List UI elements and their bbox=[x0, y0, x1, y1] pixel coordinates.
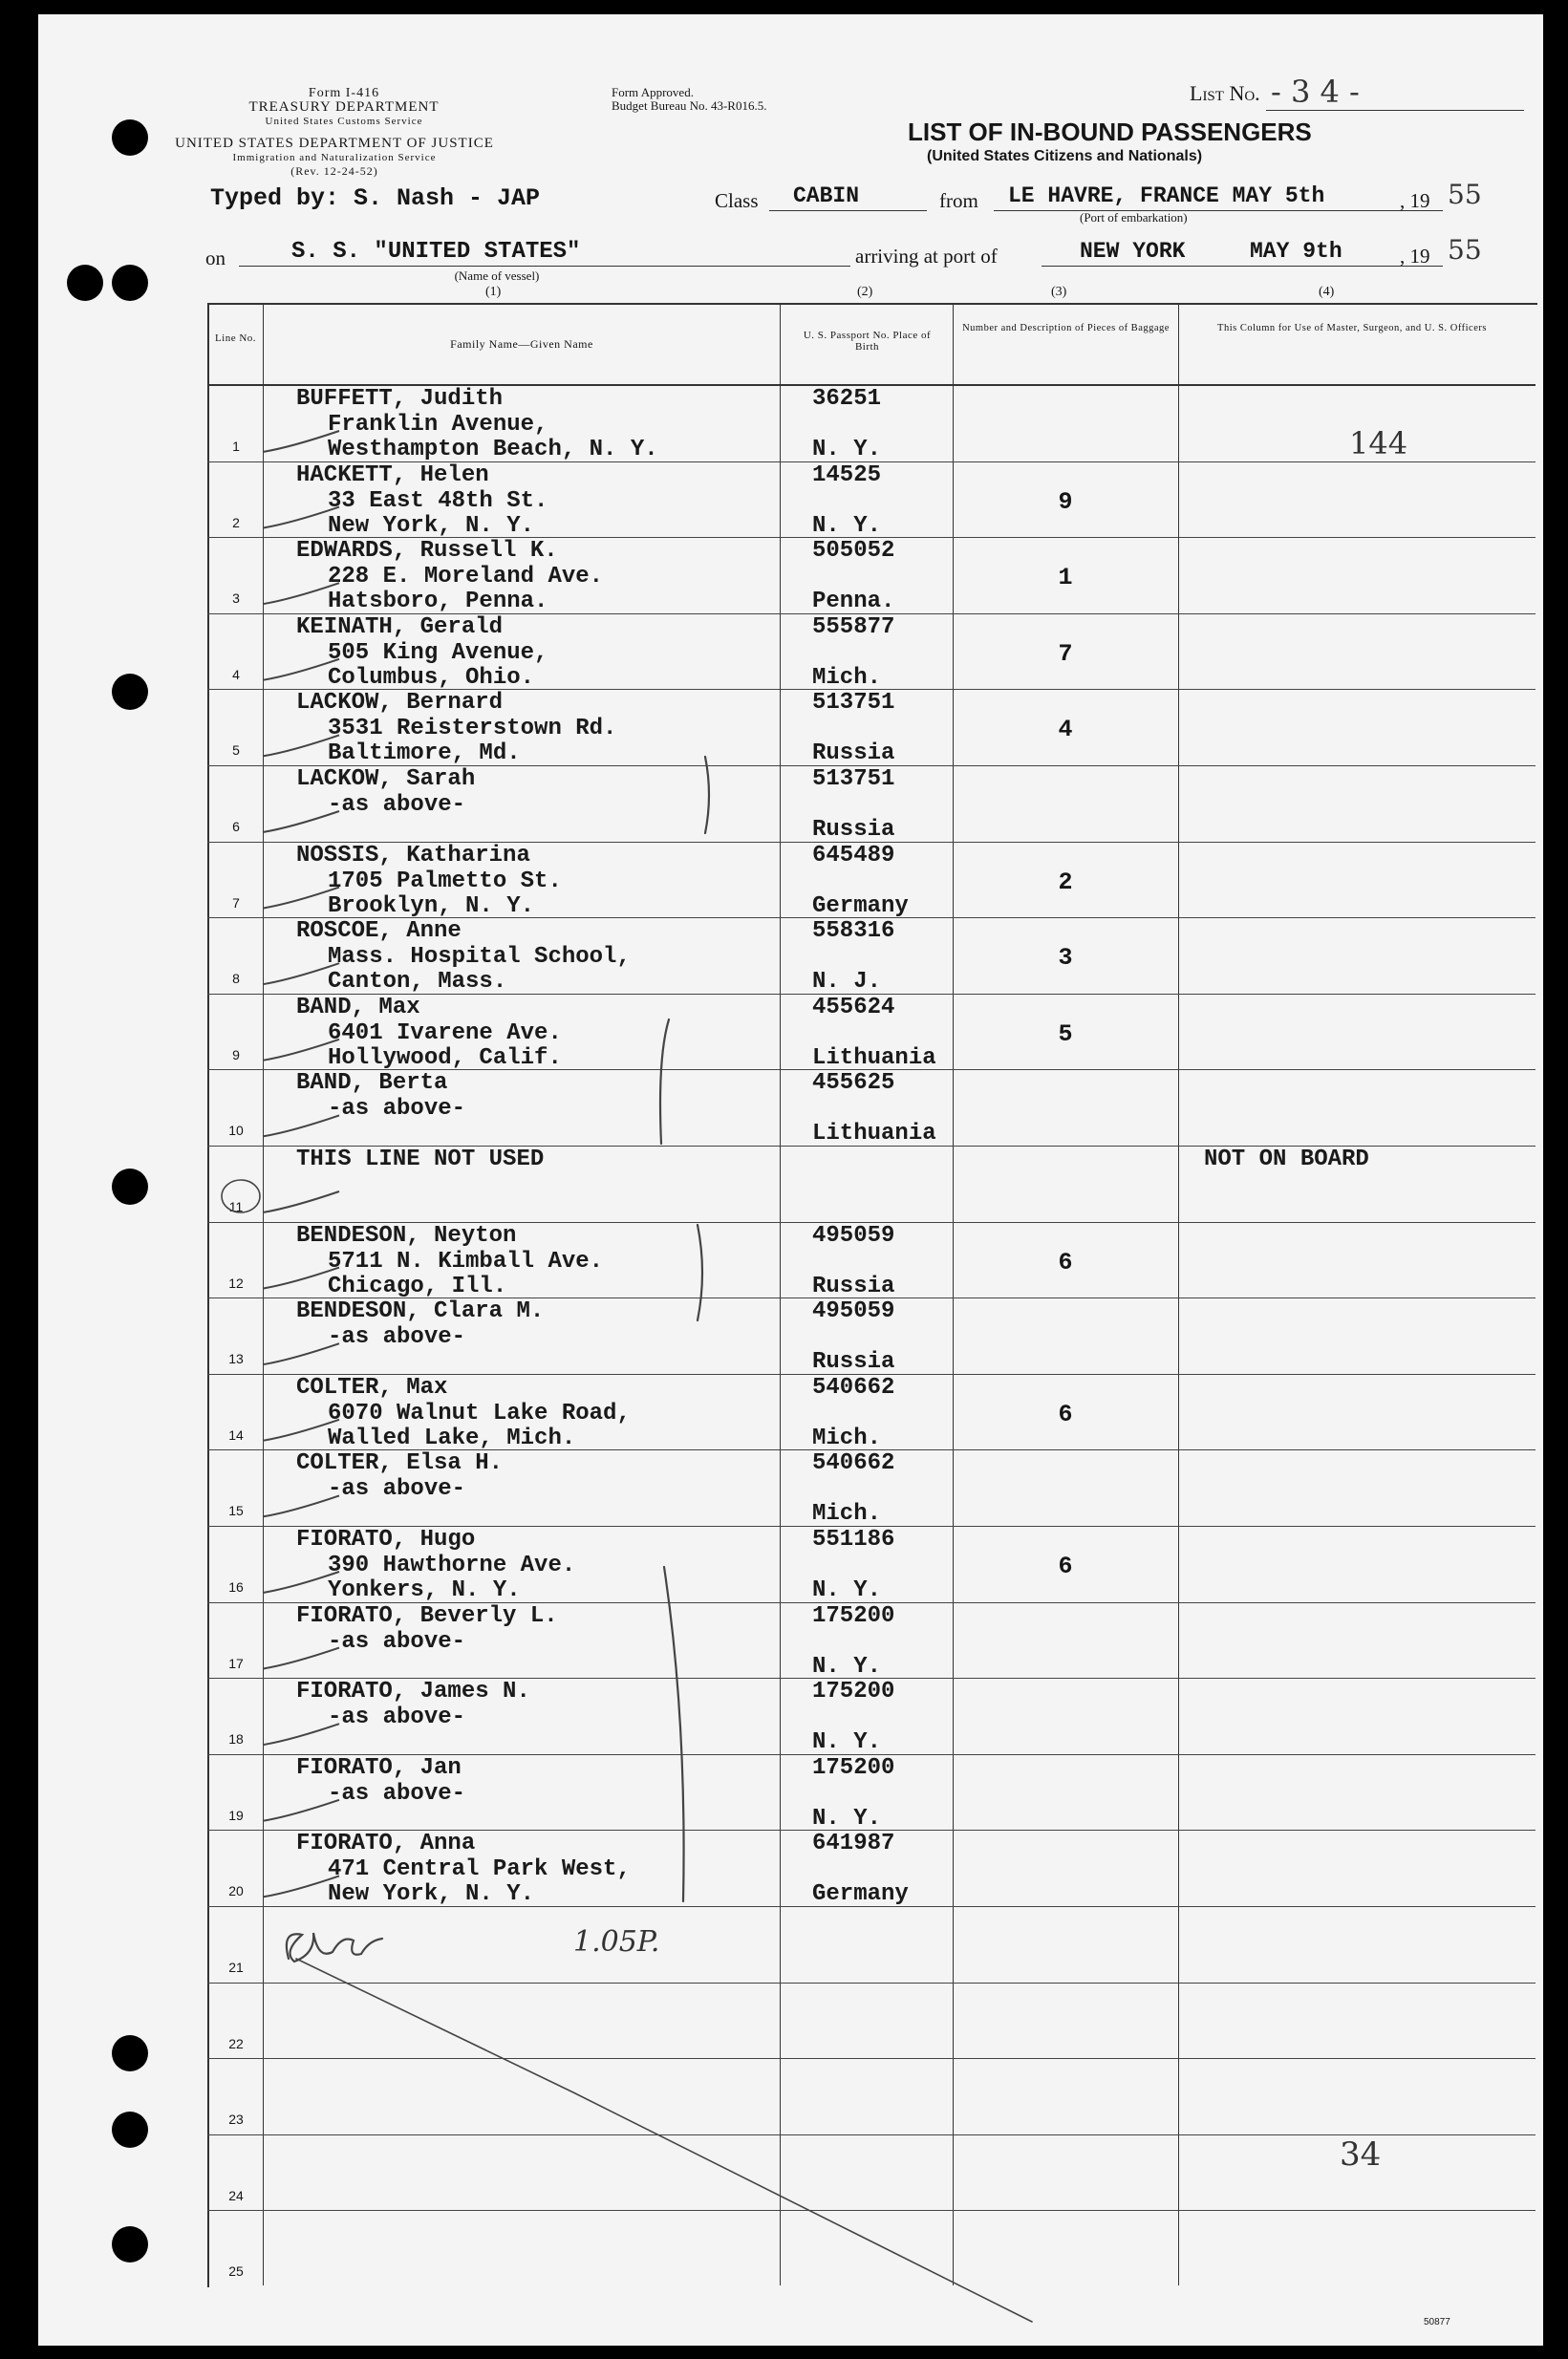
passenger-name: FIORATO, Jan bbox=[296, 1754, 462, 1781]
passenger-name: LACKOW, Sarah bbox=[296, 766, 476, 792]
baggage-count: 3 bbox=[1058, 944, 1073, 973]
port-embark-caption: (Port of embarkation) bbox=[1080, 210, 1188, 225]
colhead-officers: This Column for Use of Master, Surgeon, and U. S. Officers bbox=[1217, 323, 1487, 333]
place-of-birth: Russia bbox=[812, 817, 895, 843]
passport-number: 540662 bbox=[812, 1450, 895, 1477]
passenger-address: Mass. Hospital School, bbox=[328, 944, 631, 971]
from-year-prefix: , 19 bbox=[1400, 189, 1430, 212]
passenger-address: 6070 Walnut Lake Road, bbox=[328, 1400, 631, 1426]
passenger-name: BENDESON, Clara M. bbox=[296, 1298, 545, 1325]
place-of-birth: N. Y. bbox=[812, 1577, 882, 1603]
passport-number: 175200 bbox=[812, 1679, 895, 1705]
colhead-baggage: Number and Description of Pieces of Baggage bbox=[962, 323, 1170, 333]
passenger-name: BUFFETT, Judith bbox=[296, 386, 504, 412]
passenger-address: 6401 Ivarene Ave. bbox=[328, 1019, 562, 1046]
place-of-birth: N. Y. bbox=[812, 1653, 882, 1680]
long-pencil-stroke bbox=[296, 1959, 1032, 2322]
baggage-count: 2 bbox=[1058, 868, 1073, 896]
passenger-name: BAND, Berta bbox=[296, 1070, 448, 1097]
baggage-count: 6 bbox=[1058, 1400, 1073, 1428]
bracket-lacknow bbox=[705, 757, 709, 833]
place-of-birth: Lithuania bbox=[812, 1121, 936, 1147]
line-number: 25 bbox=[228, 2263, 244, 2280]
passenger-address: 33 East 48th St. bbox=[328, 487, 548, 514]
passenger-name: FIORATO, Beverly L. bbox=[296, 1602, 558, 1629]
vessel-name: S. S. "UNITED STATES" bbox=[291, 239, 581, 265]
passenger-name: BAND, Max bbox=[296, 994, 420, 1020]
footer-code: 50877 bbox=[1424, 2317, 1450, 2327]
passenger-name: COLTER, Elsa H. bbox=[296, 1450, 504, 1477]
handwritten-34: 34 bbox=[1340, 2135, 1382, 2174]
place-of-birth: Russia bbox=[812, 1349, 895, 1376]
place-of-birth: N. Y. bbox=[812, 1729, 882, 1756]
line-number: 6 bbox=[232, 819, 240, 834]
passport-number: 455624 bbox=[812, 994, 895, 1020]
line-number: 13 bbox=[228, 1351, 244, 1367]
document-subtitle: (United States Citizens and Nationals) bbox=[927, 148, 1203, 164]
col4-number: (4) bbox=[1319, 285, 1335, 299]
passenger-address: 505 King Avenue, bbox=[328, 639, 548, 666]
punch-hole bbox=[112, 2226, 148, 2262]
line-number: 2 bbox=[232, 514, 240, 530]
bracket-band bbox=[660, 1019, 669, 1144]
passenger-name: FIORATO, Anna bbox=[296, 1831, 476, 1857]
signature-scribble bbox=[287, 1933, 382, 1962]
line-number: 22 bbox=[228, 2035, 244, 2051]
vessel-caption: (Name of vessel) bbox=[454, 268, 540, 283]
arriving-label: arriving at port of bbox=[855, 245, 998, 268]
passenger-address: Franklin Avenue, bbox=[328, 412, 548, 438]
passenger-city: New York, N. Y. bbox=[328, 512, 535, 539]
form-approved: Form Approved. bbox=[612, 85, 694, 99]
place-of-birth: Lithuania bbox=[812, 1044, 936, 1071]
place-of-birth: Germany bbox=[812, 1881, 909, 1908]
line-number: 18 bbox=[228, 1731, 244, 1748]
passport-number: 558316 bbox=[812, 918, 895, 945]
passport-number: 641987 bbox=[812, 1831, 895, 1857]
passenger-city: New York, N. Y. bbox=[328, 1881, 535, 1908]
class-label: Class bbox=[715, 189, 759, 212]
passenger-city: Walled Lake, Mich. bbox=[328, 1425, 576, 1451]
passport-number: 175200 bbox=[812, 1602, 895, 1629]
ins-label: Immigration and Naturalization Service bbox=[232, 152, 437, 163]
passenger-name: FIORATO, Hugo bbox=[296, 1527, 476, 1553]
baggage-count: 7 bbox=[1058, 639, 1073, 668]
revision-label: (Rev. 12-24-52) bbox=[290, 164, 378, 178]
passenger-address: -as above- bbox=[328, 1628, 466, 1655]
passport-number: 505052 bbox=[812, 538, 895, 565]
line-number: 12 bbox=[228, 1275, 244, 1291]
passenger-address: 1705 Palmetto St. bbox=[328, 868, 562, 894]
passenger-name: LACKOW, Bernard bbox=[296, 690, 504, 717]
passenger-name: HACKETT, Helen bbox=[296, 461, 489, 488]
colhead-line-no: Line No. bbox=[214, 332, 257, 344]
place-of-birth: Russia bbox=[812, 1273, 895, 1299]
arrival-year: 55 bbox=[1448, 234, 1482, 266]
list-no-label: List No. bbox=[1190, 81, 1260, 105]
line-number: 17 bbox=[228, 1655, 244, 1671]
passenger-address: 3531 Reisterstown Rd. bbox=[328, 716, 617, 742]
place-of-birth: Germany bbox=[812, 892, 909, 919]
passport-number: 540662 bbox=[812, 1374, 895, 1401]
passport-number: 455625 bbox=[812, 1070, 895, 1097]
arrival-port: NEW YORK bbox=[1080, 239, 1186, 264]
passenger-address: 228 E. Moreland Ave. bbox=[328, 564, 604, 590]
place-of-birth: Penna. bbox=[812, 589, 895, 615]
passenger-name: COLTER, Max bbox=[296, 1374, 448, 1401]
line-number: 10 bbox=[228, 1123, 244, 1139]
line-number: 24 bbox=[228, 2187, 244, 2203]
place-of-birth: N. Y. bbox=[812, 1805, 882, 1832]
passenger-city: Hatsboro, Penna. bbox=[328, 589, 548, 615]
passenger-city: Yonkers, N. Y. bbox=[328, 1577, 521, 1603]
passenger-address: -as above- bbox=[328, 792, 466, 818]
place-of-birth: Mich. bbox=[812, 1425, 882, 1451]
form-number: Form I-416 bbox=[308, 86, 380, 100]
line-number: 20 bbox=[228, 1883, 244, 1899]
passenger-name: EDWARDS, Russell K. bbox=[296, 538, 558, 565]
line-number: 21 bbox=[228, 1960, 244, 1975]
passenger-city: Chicago, Ill. bbox=[328, 1273, 507, 1299]
baggage-count: 5 bbox=[1058, 1019, 1073, 1048]
punch-hole bbox=[112, 119, 148, 156]
passport-number: 175200 bbox=[812, 1754, 895, 1781]
passenger-address: -as above- bbox=[328, 1096, 466, 1123]
colhead-passport: U. S. Passport No. Place of Birth bbox=[803, 330, 932, 353]
passport-number: 36251 bbox=[812, 386, 882, 412]
place-of-birth: N. Y. bbox=[812, 512, 882, 539]
line-number: 7 bbox=[232, 894, 240, 911]
passenger-city: Hollywood, Calif. bbox=[328, 1044, 562, 1071]
bracket-fiorato bbox=[664, 1567, 684, 1901]
line-number: 23 bbox=[228, 2112, 244, 2128]
punch-hole bbox=[112, 2112, 148, 2148]
class-value: CABIN bbox=[793, 183, 860, 208]
officer-note: NOT ON BOARD bbox=[1204, 1147, 1369, 1172]
baggage-count: 6 bbox=[1058, 1553, 1073, 1580]
passenger-name: FIORATO, James N. bbox=[296, 1679, 530, 1705]
passenger-address: 390 Hawthorne Ave. bbox=[328, 1553, 576, 1578]
punch-hole bbox=[67, 265, 103, 301]
pencil-marks bbox=[38, 14, 1543, 2346]
passenger-address: -as above- bbox=[328, 1705, 466, 1731]
place-of-birth: N. J. bbox=[812, 969, 882, 996]
passenger-address: -as above- bbox=[328, 1780, 466, 1807]
arrival-date: MAY 9th bbox=[1250, 239, 1342, 264]
bracket-bendeson bbox=[698, 1225, 702, 1320]
line-number: 3 bbox=[232, 590, 240, 607]
passenger-address: -as above- bbox=[328, 1476, 466, 1503]
col1-number: (1) bbox=[485, 285, 502, 299]
place-of-birth: Russia bbox=[812, 740, 895, 767]
passport-number: 555877 bbox=[812, 613, 895, 640]
justice-label: UNITED STATES DEPARTMENT OF JUSTICE bbox=[175, 136, 494, 151]
passport-number: 495059 bbox=[812, 1222, 895, 1249]
place-of-birth: N. Y. bbox=[812, 437, 882, 462]
document-title: LIST OF IN-BOUND PASSENGERS bbox=[908, 118, 1312, 146]
arrival-year-prefix: , 19 bbox=[1400, 245, 1430, 268]
from-value: LE HAVRE, FRANCE MAY 5th bbox=[1008, 183, 1325, 208]
passport-number: 551186 bbox=[812, 1527, 895, 1553]
passenger-city: Columbus, Ohio. bbox=[328, 664, 535, 691]
passenger-city: Canton, Mass. bbox=[328, 969, 507, 996]
handwritten-note: 1.05P. bbox=[573, 1925, 660, 1959]
line-number: 8 bbox=[232, 971, 240, 987]
baggage-count: 4 bbox=[1058, 716, 1073, 744]
line-number: 11 bbox=[228, 1199, 244, 1214]
from-label: from bbox=[939, 189, 978, 212]
place-of-birth: Mich. bbox=[812, 664, 882, 691]
punch-hole bbox=[112, 674, 148, 710]
punch-hole bbox=[112, 265, 148, 301]
place-of-birth: Mich. bbox=[812, 1501, 882, 1528]
typed-by: Typed by: S. Nash - JAP bbox=[210, 184, 541, 212]
passenger-address: -as above- bbox=[328, 1324, 466, 1351]
list-no-value: - 3 4 - bbox=[1271, 74, 1360, 110]
line-number: 14 bbox=[228, 1426, 244, 1443]
passenger-city: Baltimore, Md. bbox=[328, 740, 521, 767]
passenger-address: 5711 N. Kimball Ave. bbox=[328, 1248, 604, 1275]
on-label: on bbox=[205, 247, 226, 269]
punch-hole bbox=[112, 2035, 148, 2071]
passenger-address: 471 Central Park West, bbox=[328, 1856, 631, 1883]
passenger-name: KEINATH, Gerald bbox=[296, 613, 504, 640]
line-number: 9 bbox=[232, 1046, 240, 1062]
punch-hole bbox=[112, 1169, 148, 1205]
passport-number: 14525 bbox=[812, 461, 882, 488]
line-number: 15 bbox=[228, 1503, 244, 1519]
line-number: 4 bbox=[232, 666, 240, 682]
col2-number: (2) bbox=[857, 285, 873, 299]
passport-number: 495059 bbox=[812, 1298, 895, 1325]
col3-number: (3) bbox=[1051, 285, 1067, 299]
passport-number: 513751 bbox=[812, 690, 895, 717]
circle-line-11 bbox=[222, 1180, 260, 1212]
baggage-count: 9 bbox=[1058, 487, 1073, 516]
budget-bureau: Budget Bureau No. 43-R016.5. bbox=[612, 98, 767, 113]
passenger-city: Westhampton Beach, N. Y. bbox=[328, 437, 658, 462]
customs-label: United States Customs Service bbox=[265, 116, 423, 127]
line-number: 16 bbox=[228, 1579, 244, 1595]
colhead-name: Family Name—Given Name bbox=[450, 337, 593, 351]
baggage-count: 6 bbox=[1058, 1248, 1073, 1276]
treasury-label: TREASURY DEPARTMENT bbox=[248, 99, 440, 115]
passenger-name: ROSCOE, Anne bbox=[296, 918, 462, 945]
passenger-name: THIS LINE NOT USED bbox=[296, 1147, 545, 1172]
passenger-city: Brooklyn, N. Y. bbox=[328, 892, 535, 919]
from-year: 55 bbox=[1448, 179, 1482, 210]
handwritten-144: 144 bbox=[1349, 425, 1408, 461]
baggage-count: 1 bbox=[1058, 564, 1073, 592]
manifest-page bbox=[38, 14, 1543, 2346]
passport-number: 645489 bbox=[812, 842, 895, 869]
line-number: 1 bbox=[232, 439, 240, 454]
passport-number: 513751 bbox=[812, 766, 895, 792]
passenger-name: BENDESON, Neyton bbox=[296, 1222, 517, 1249]
passenger-name: NOSSIS, Katharina bbox=[296, 842, 530, 869]
line-number: 19 bbox=[228, 1807, 244, 1823]
line-number: 5 bbox=[232, 742, 240, 759]
